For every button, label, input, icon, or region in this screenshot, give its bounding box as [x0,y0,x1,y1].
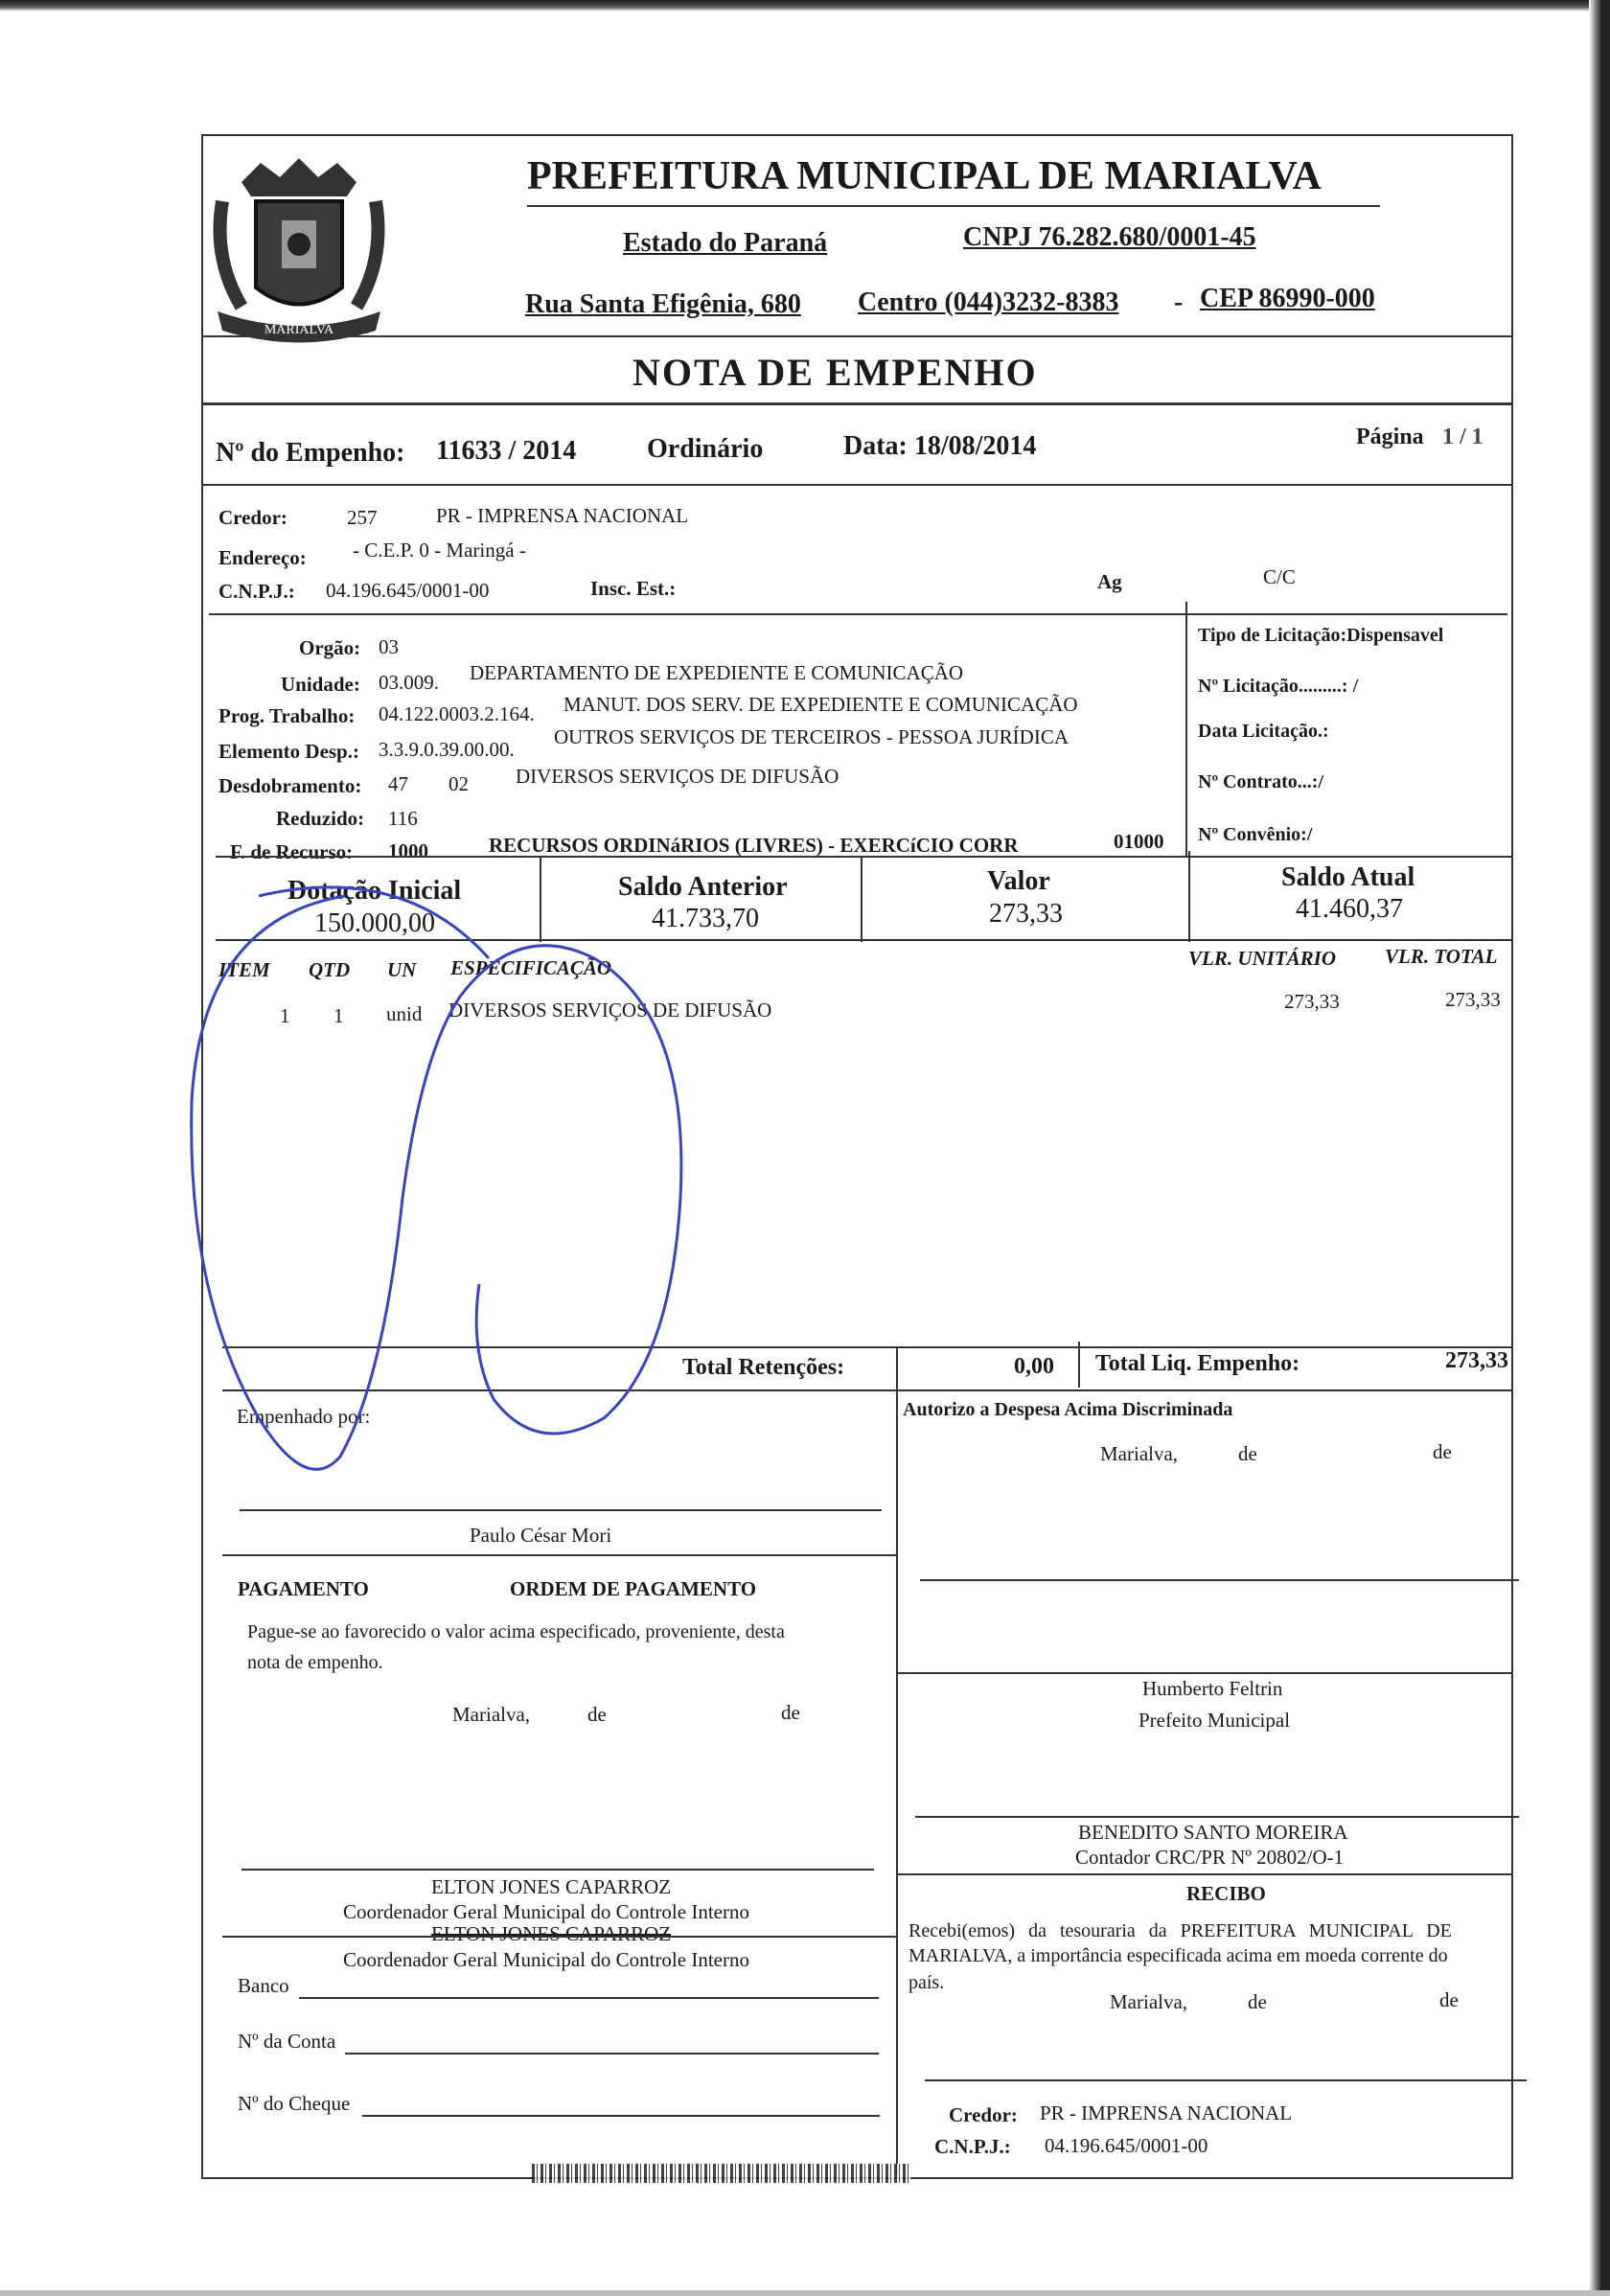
recibo-city: Marialva, [1110,1990,1188,2013]
pagamento-text-2: nota de empenho. [247,1652,383,1673]
divider [896,1346,898,1389]
cc-label: C/C [1263,565,1296,588]
saldo-anterior-label: Saldo Anterior [618,872,788,902]
divider [1188,851,1190,942]
recibo-credor: PR - IMPRENSA NACIONAL [1040,2101,1293,2124]
unidade-desc: DEPARTAMENTO DE EXPEDIENTE E COMUNICAÇÃO [470,661,964,684]
autorizo-label: Autorizo a Despesa Acima Discriminada [903,1399,1233,1420]
signature-line [240,1509,882,1511]
credor-label: Credor: [218,506,288,529]
document-title: NOTA DE EMPENHO [632,351,1038,394]
dotacao-value: 150.000,00 [314,908,435,938]
prog-desc: MANUT. DOS SERV. DE EXPEDIENTE E COMUNICAÇÃO [564,693,1078,716]
recibo-credor-label: Credor: [949,2103,1018,2126]
signature-line [915,1816,1519,1818]
controle-role: Coordenador Geral Municipal do Controle Interno [343,1900,749,1923]
rule [216,856,1511,858]
controle-name: ELTON JONES CAPARROZ [431,1875,672,1898]
divider [1078,1342,1080,1388]
rule [222,1389,1511,1391]
header-cnpj: CNPJ 76.282.680/0001-45 [963,222,1256,252]
page-value: 1 / 1 [1442,425,1484,449]
scan-edge-right [1589,0,1610,2296]
ordem-label: ORDEM DE PAGAMENTO [510,1577,757,1600]
prog-label: Prog. Trabalho: [218,704,356,727]
credor-code: 257 [347,506,378,529]
recibo-text-1: Recebi(emos) da tesouraria da PREFEITURA MUNICIPAL DE [908,1920,1452,1941]
row-item: 1 [280,1004,290,1027]
rule [896,1873,1511,1875]
row-total: 273,33 [1445,988,1501,1011]
licitacao-data: Data Licitação.: [1198,721,1329,742]
licitacao-contrato: Nº Contrato...:/ [1198,771,1324,792]
ag-label: Ag [1097,570,1122,593]
desdobramento-label: Desdobramento: [218,774,362,797]
conta-line [345,2053,879,2055]
header-separator: - [1174,287,1184,317]
signature-line [920,1579,1519,1581]
orgao-value: 03 [379,635,399,658]
row-un: unid [386,1002,423,1025]
prog-value: 04.122.0003.2.164. [379,702,535,725]
col-total: VLR. TOTAL [1385,945,1498,968]
elemento-label: Elemento Desp.: [218,740,359,763]
recibo-text-2: MARIALVA, a importância especificada acima em moeda corrente do [908,1945,1448,1966]
col-spec: ESPECIFICAÇÃO [450,956,612,979]
dotacao-label: Dotação Inicial [288,876,462,906]
barcode [532,2164,910,2183]
recibo-de1: de [1248,1990,1267,2013]
col-unit: VLR. UNITÁRIO [1188,947,1337,970]
saldo-atual-value: 41.460,37 [1296,894,1403,924]
recurso-desc: RECURSOS ORDINáRIOS (LIVRES) - EXERCíCIO CORR [489,834,1019,857]
empenho-number: 11633 / 2014 [436,436,577,466]
credor-name: PR - IMPRENSA NACIONAL [436,504,689,527]
controle-name-2: ELTON JONES CAPARROZ [431,1922,672,1945]
reduzido-label: Reduzido: [276,807,365,830]
unidade-label: Unidade: [281,673,360,696]
signature-line [925,2079,1527,2081]
retencoes-label: Total Retenções: [682,1355,845,1380]
header-cep: CEP 86990-000 [1200,284,1375,313]
recibo-de2: de [1439,1988,1459,2011]
licitacao-numero: Nº Licitação.........: / [1198,676,1359,697]
banco-line [299,1997,879,1999]
rule [222,1346,1511,1348]
empenhado-label: Empenhado por: [237,1405,371,1428]
rule [203,402,1511,405]
cheque-line [362,2115,880,2117]
rule [203,335,1511,337]
contador-role: Contador CRC/PR Nº 20802/O-1 [1075,1846,1345,1869]
divider [861,856,862,942]
scan-edge-bottom [0,2290,1610,2296]
banco-label: Banco [238,1974,289,1997]
empenho-date: Data: 18/08/2014 [843,431,1037,461]
rule [216,939,1511,941]
recibo-cnpj-label: C.N.P.J.: [934,2135,1011,2158]
prefeito-name: Humberto Feltrin [1142,1677,1283,1700]
header-district-phone: Centro (044)3232-8383 [858,287,1119,317]
credor-cnpj: 04.196.645/0001-00 [326,579,490,602]
header-state: Estado do Paraná [623,228,828,258]
recibo-cnpj: 04.196.645/0001-00 [1045,2134,1208,2157]
autorizo-city: Marialva, [1100,1442,1179,1465]
header-street: Rua Santa Efigênia, 680 [525,289,801,319]
autorizo-de2: de [1433,1440,1452,1463]
saldo-anterior-value: 41.733,70 [652,904,759,933]
valor-value: 273,33 [989,899,1063,929]
pagamento-de1: de [587,1703,607,1726]
unidade-value: 03.009. [379,671,439,694]
prefeito-role: Prefeito Municipal [1138,1709,1291,1732]
liquido-value: 273,33 [1445,1348,1508,1373]
recibo-text-3: país. [908,1972,945,1993]
header-title-underline [527,205,1380,207]
orgao-label: Orgão: [299,636,361,659]
pagamento-text-1: Pague-se ao favorecido o valor acima especificado, proveniente, desta [247,1621,785,1642]
municipal-seal-icon [203,153,395,355]
row-unit: 273,33 [1284,990,1340,1013]
page-label: Página [1356,425,1424,449]
liquido-label: Total Liq. Empenho: [1095,1351,1300,1376]
divider [540,856,541,942]
autorizo-de1: de [1238,1442,1257,1465]
credor-address: - C.E.P. 0 - Maringá - [353,539,526,562]
desdobramento-desc: DIVERSOS SERVIÇOS DE DIFUSÃO [516,765,840,788]
cnpj-label: C.N.P.J.: [218,580,295,603]
empenhado-name: Paulo César Mori [470,1524,612,1547]
cheque-label: Nº do Cheque [238,2092,351,2115]
licitacao-convenio: Nº Convênio:/ [1198,824,1313,845]
pagamento-city: Marialva, [452,1703,531,1726]
rule [222,1936,896,1938]
contador-name: BENEDITO SANTO MOREIRA [1078,1821,1348,1844]
pagamento-de2: de [781,1701,800,1724]
recibo-label: RECIBO [1186,1882,1266,1905]
licitacao-tipo: Tipo de Licitação:Dispensavel [1198,625,1444,646]
recurso-label: F. de Recurso: [230,840,354,863]
elemento-value: 3.3.9.0.39.00.00. [379,738,515,761]
rule [896,1672,1511,1674]
recurso-code: 01000 [1114,830,1164,853]
pagamento-label: PAGAMENTO [238,1577,369,1600]
divider [896,1389,898,2175]
desdobramento-b: 02 [448,772,469,795]
rule [209,613,1507,615]
retencoes-value: 0,00 [1014,1354,1054,1379]
rule [222,1554,896,1556]
saldo-atual-label: Saldo Atual [1281,862,1415,892]
col-un: UN [387,958,417,981]
empenho-type: Ordinário [647,434,764,464]
row-qtd: 1 [334,1004,344,1027]
valor-label: Valor [987,866,1050,896]
row-spec: DIVERSOS SERVIÇOS DE DIFUSÃO [448,999,772,1022]
desdobramento-a: 47 [388,772,408,795]
scan-edge-top [0,0,1610,11]
col-item: ITEM [218,958,270,981]
rule [203,484,1511,486]
col-qtd: QTD [309,958,351,981]
empenho-label: Nº do Empenho: [216,438,405,468]
elemento-desc: OUTROS SERVIÇOS DE TERCEIROS - PESSOA JURÍDICA [554,725,1070,748]
reduzido-value: 116 [388,807,418,830]
controle-role-2: Coordenador Geral Municipal do Controle Interno [343,1948,749,1971]
address-label: Endereço: [218,546,307,569]
insc-label: Insc. Est.: [590,577,677,600]
signature-line [242,1869,874,1871]
divider [1185,602,1187,856]
conta-label: Nº da Conta [238,2030,336,2053]
seal-text: MARIALVA [264,323,334,337]
header-title: PREFEITURA MUNICIPAL DE MARIALVA [527,154,1322,198]
recurso-value: 1000 [388,839,428,862]
